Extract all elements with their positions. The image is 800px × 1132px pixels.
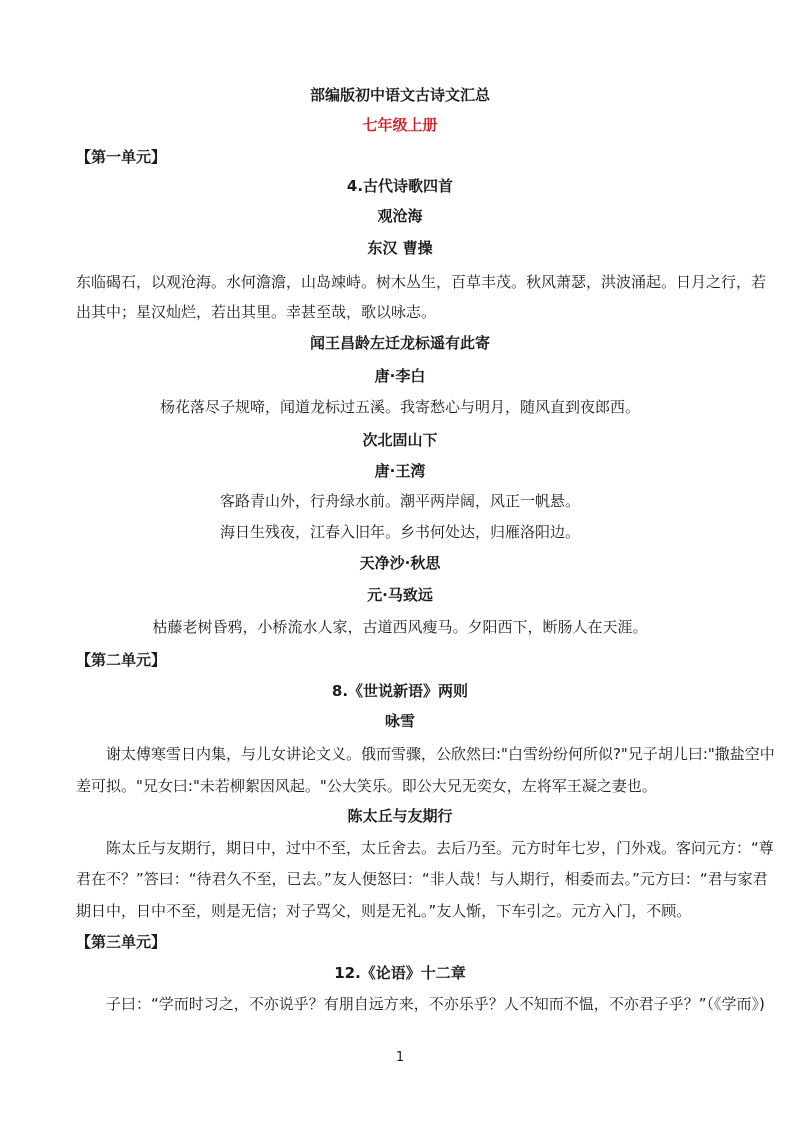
poem-title: 观沧海 (377, 207, 423, 225)
unit-heading: 【第三单元】 (76, 933, 167, 951)
lesson-title: 4.古代诗歌四首 (346, 177, 454, 195)
text-line: 陈太丘与友期行，期日中，过中不至，太丘舍去。去后乃至。元方时年七岁，门外戏。客问元方：“尊 (106, 839, 774, 857)
lesson-title: 12.《论语》十二章 (334, 964, 466, 982)
text-line: 枯藤老树昏鸦，小桥流水人家，古道西风瘦马。夕阳西下，断肠人在天涯。 (152, 618, 648, 636)
poem-author: 唐·李白 (374, 367, 426, 385)
text-line: 出其中；星汉灿烂，若出其里。幸甚至哉，歌以咏志。 (76, 303, 437, 321)
text-line: 海日生残夜，江春入旧年。乡书何处达，归雁洛阳边。 (219, 523, 580, 541)
poem-author: 东汉 曹操 (367, 239, 433, 257)
poem-title: 次北固山下 (362, 431, 438, 449)
page-number: 1 (395, 1050, 405, 1065)
text-line: 客路青山外，行舟绿水前。潮平两岸阔，风正一帆悬。 (219, 492, 580, 510)
text-line: 谢太傅寒雪日内集，与儿女讲论文义。俄而雪骤，公欣然曰:"白雪纷纷何所似?"兄子胡儿曰:"撒盐空中 (106, 745, 775, 763)
text-line: 杨花落尽子规啼，闻道龙标过五溪。我寄愁心与明月，随风直到夜郎西。 (159, 398, 640, 416)
doc-subtitle: 七年级上册 (362, 116, 438, 134)
poem-author: 元·马致远 (367, 586, 433, 604)
unit-heading: 【第一单元】 (76, 148, 167, 166)
text-line: 差可拟。"兄女曰:"未若柳絮因风起。"公大笑乐。即公大兄无奕女，左将军王凝之妻也。 (76, 777, 657, 795)
unit-heading: 【第二单元】 (76, 651, 167, 669)
text-title: 陈太丘与友期行 (347, 807, 453, 825)
text-line: 期日中，日中不至，则是无信；对子骂父，则是无礼。”友人惭，下车引之。元方入门，不顾。 (76, 902, 692, 920)
poem-author: 唐·王湾 (374, 462, 426, 480)
poem-title: 闻王昌龄左迁龙标遥有此寄 (309, 334, 490, 352)
text-title: 咏雪 (384, 712, 415, 730)
text-line: 君在不？”答曰：“待君久不至，已去。”友人便怒曰：“非人哉！与人期行，相委而去。”元方曰：“君与家君 (76, 870, 768, 888)
lesson-title: 8.《世说新语》两则 (331, 682, 469, 700)
text-line: 东临碣石，以观沧海。水何澹澹，山岛竦峙。树木丛生，百草丰茂。秋风萧瑟，洪波涌起。日月之行，若 (76, 273, 767, 291)
text-line: 子曰：“学而时习之，不亦说乎？有朋自远方来，不亦乐乎？人不知而不愠，不亦君子乎？”（《学而》) (106, 995, 765, 1013)
doc-title: 部编版初中语文古诗文汇总 (309, 86, 490, 104)
poem-title: 天净沙·秋思 (359, 554, 441, 572)
